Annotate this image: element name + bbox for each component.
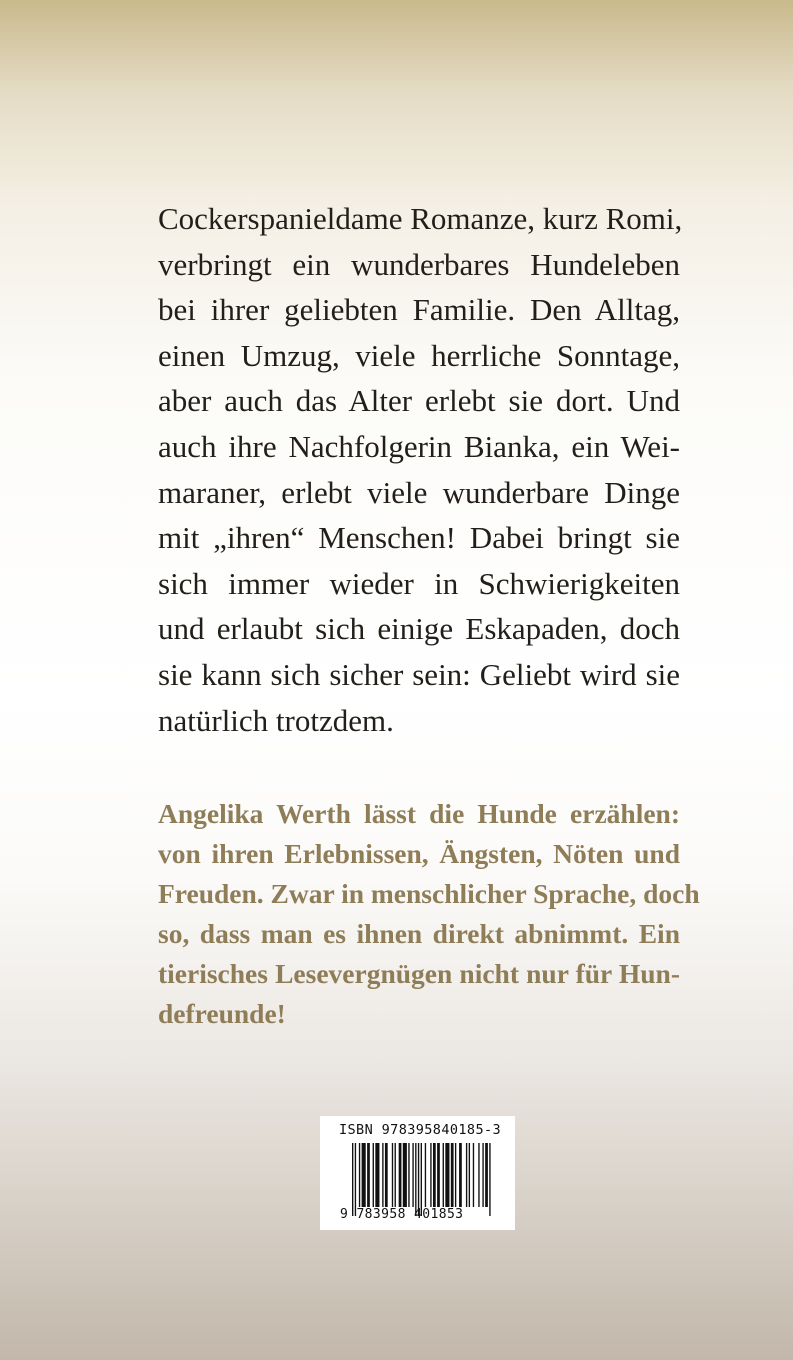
barcode-bar — [485, 1143, 488, 1207]
author-note-line: so, dass man es ihnen direkt abnimmt. Ein — [158, 918, 680, 949]
barcode-bar — [395, 1143, 396, 1207]
barcode-bar — [443, 1143, 444, 1207]
author-note — [158, 794, 700, 1034]
barcode-bar — [473, 1143, 474, 1207]
blurb-line: aber auch das Alter erlebt sie dort. Und — [158, 383, 680, 419]
blurb-line: einen Umzug, viele herrliche Sonntage, — [158, 337, 680, 373]
blurb-line: sich immer wieder in Schwierigkeiten — [158, 565, 680, 601]
barcode-bar — [451, 1143, 454, 1207]
barcode-bar — [359, 1143, 360, 1207]
blurb-line: bei ihrer geliebten Familie. Den Alltag, — [158, 292, 680, 328]
barcode-bars — [352, 1143, 492, 1216]
barcode-bar — [352, 1143, 353, 1216]
barcode-bar — [437, 1143, 440, 1207]
blurb-line: verbringt ein wunderbares Hundeleben — [158, 246, 680, 282]
barcode-bar — [455, 1143, 456, 1207]
barcode-bar — [469, 1143, 470, 1207]
barcode-bar — [408, 1143, 409, 1207]
barcode-bar — [425, 1143, 426, 1207]
blurb-line: Cockerspanieldame Romanze, kurz Romi, — [158, 201, 683, 236]
blurb-line: sie kann sich sicher sein: Geliebt wird sie — [158, 656, 680, 692]
barcode-bar — [466, 1143, 467, 1207]
author-note-line: von ihren Erlebnissen, Ängsten, Nöten und — [158, 838, 680, 869]
barcode-bar — [399, 1143, 402, 1207]
barcode-bar — [418, 1143, 419, 1216]
barcode-bar — [430, 1143, 431, 1207]
barcode-bar — [415, 1143, 416, 1216]
ean-digits: 9 783958 401853 — [340, 1207, 464, 1222]
barcode-bar — [459, 1143, 462, 1207]
author-note-line: Angelika Werth lässt die Hunde erzählen: — [158, 798, 680, 829]
barcode-bar — [375, 1143, 379, 1207]
barcode-bar — [392, 1143, 393, 1207]
barcode-bar — [373, 1143, 374, 1207]
barcode-bar — [385, 1143, 388, 1207]
blurb-line: maraner, erlebt viele wunderbare Dinge — [158, 474, 680, 510]
barcode-bar — [382, 1143, 383, 1207]
barcode-bar — [367, 1143, 370, 1207]
barcode-bar — [421, 1143, 422, 1216]
barcode-bar — [482, 1143, 483, 1207]
barcode-bar — [489, 1143, 490, 1216]
barcode-bar — [412, 1143, 413, 1207]
author-note-line: tierisches Lesevergnügen nicht nur für Hun- — [158, 958, 680, 989]
barcode-bar — [445, 1143, 449, 1207]
isbn-label: ISBN 978395840185-3 — [339, 1122, 502, 1138]
barcode-bar — [355, 1143, 356, 1216]
blurb-line: auch ihre Nachfolgerin Bianka, ein Wei- — [158, 428, 680, 464]
barcode-bar — [433, 1143, 436, 1207]
blurb-line: mit „ihren“ Menschen! Dabei bringt sie — [158, 520, 680, 556]
barcode-bar — [403, 1143, 407, 1207]
author-note-line: defreunde! — [158, 998, 286, 1029]
blurb-line: und erlaubt sich einige Eskapaden, doch — [158, 611, 680, 647]
barcode-bar — [478, 1143, 479, 1207]
blurb-text — [158, 196, 683, 743]
isbn-barcode — [320, 1116, 515, 1230]
author-note-line: Freuden. Zwar in menschlicher Sprache, doch — [158, 878, 700, 909]
barcode-bar — [362, 1143, 366, 1207]
blurb-line: natürlich trotzdem. — [158, 702, 394, 738]
